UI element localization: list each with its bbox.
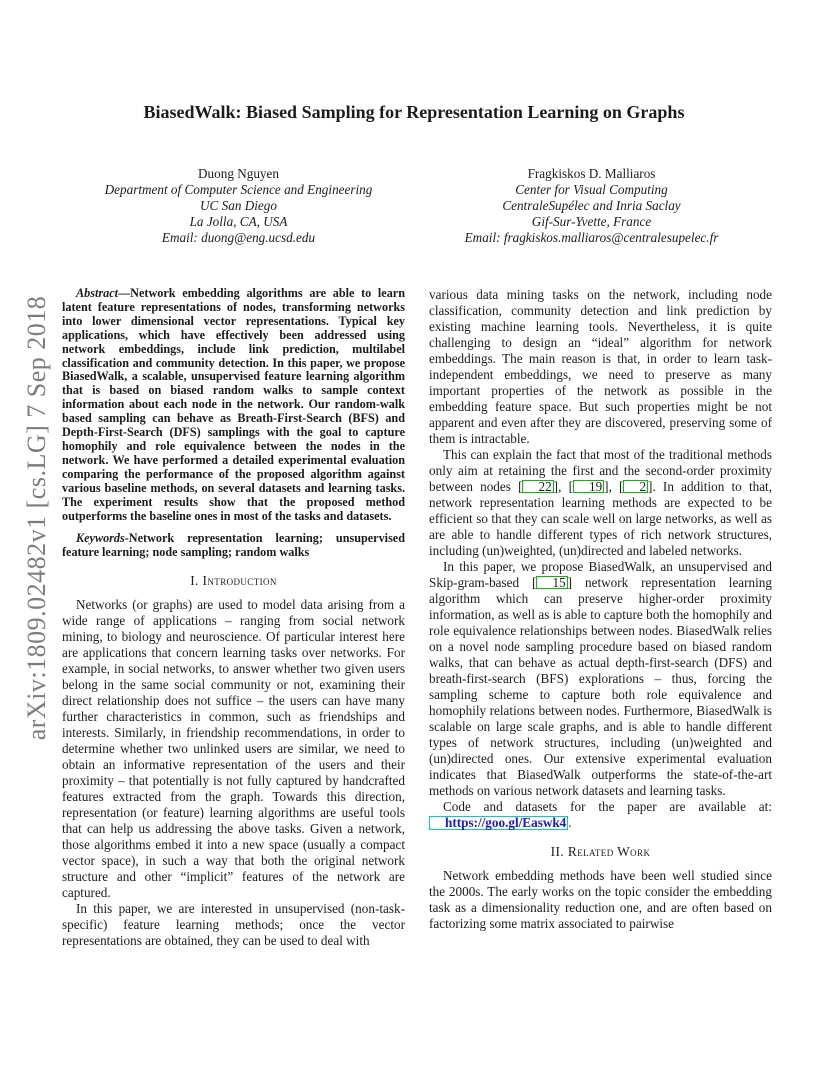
author-institution: UC San Diego	[200, 198, 277, 213]
keywords-text: -Network representation learning; unsupervised feature learning; node sampling; random walks	[62, 531, 405, 560]
author-name: Duong Nguyen	[198, 166, 279, 181]
arxiv-watermark: arXiv:1809.02482v1 [cs.LG] 7 Sep 2018	[22, 295, 51, 741]
abstract-paragraph	[62, 287, 405, 523]
author-institution: CentraleSupélec and Inria Saclay	[502, 198, 681, 213]
author-affiliation: Center for Visual Computing	[515, 182, 668, 197]
citation-number[interactable]: 15	[536, 576, 567, 589]
citation-number[interactable]: 19	[573, 480, 604, 493]
two-column-body	[62, 287, 772, 949]
abstract-label: Abstract	[76, 286, 118, 300]
author-email: Email: duong@eng.ucsd.edu	[161, 230, 316, 245]
citation-link[interactable]: [ 15 ]	[532, 575, 573, 590]
left-column	[62, 287, 405, 949]
right-column	[429, 287, 772, 949]
section-heading-introduction: I. Introduction	[190, 573, 277, 589]
citation-link[interactable]: [ 22 ]	[518, 479, 559, 494]
author-email: Email: fragkiskos.malliaros@centralesupelec.fr	[464, 230, 719, 245]
intro-paragraph-4: In this paper, we propose BiasedWalk, an unsupervised and Skip-gram-based [ 15 ] network representation learning algorithm which can preserve higher-order proximity information, as well as is able to capture both the homophily and role equivalence relationships between nodes. BiasedWalk relies on a novel node sampling procedure based on biased random walks, that can behave as actual depth-first-search (DFS) and breath-first-search (BFS) explorations – thus, forcing the sampling scheme to capture both role equivalence and homophily relations between nodes. Furthermore, BiasedWalk is scalable on large scale graphs, and is able to handle different types of network structures, including (un)weighted and (un)directed ones. Our extensive experimental evaluation indicates that BiasedWalk outperforms the state-of-the-art methods on various network datasets and learning tasks.	[429, 559, 772, 798]
intro-paragraph-1: Networks (or graphs) are used to model data arising from a wide range of applications – ranging from social network mining, to biology and neuroscience. Of particular interest here are applications that concern learning tasks over networks. For example, in social networks, to answer whether two given users belong in the same social community or not, examining their direct relationship does not suffice – the users can have many further characteristics in common, such as friendships and interests. Similarly, in friendship recommendations, in order to determine whether two unlinked users are similar, we need to obtain an informative representation of the users and their proximity – that potentially is not fully captured by handcrafted features extracted from the graph. Towards this direction, representation (or feature) learning algorithms are useful tools that can help us addressing the above tasks. Given a network, those algorithms embed it into a new space (usually a compact vector space), in such a way that both the original network structure and other “implicit” features of the network are captured.	[62, 597, 405, 901]
author-location: La Jolla, CA, USA	[189, 214, 288, 229]
citation-link[interactable]: [ 2 ]	[619, 479, 653, 494]
keywords-label: Keywords	[76, 531, 125, 546]
citation-number[interactable]: 2	[623, 480, 648, 493]
author-affiliation: Department of Computer Science and Engineering	[104, 182, 373, 197]
citation-link[interactable]: [ 19 ]	[568, 479, 609, 494]
intro-paragraph-3: This can explain the fact that most of the traditional methods only aim at retaining the first and the second-order proximity between nodes [ 22 ], [ 19 ], [ 2 ]. In addition to that, network representation learning methods are expected to be efficient so that they can scale well on large networks, as well as are able to handle different types of rich network structures, including (un)weighted, (un)directed and labeled networks.	[429, 447, 773, 558]
citation-number[interactable]: 22	[522, 480, 553, 493]
url-link[interactable]: https://goo.gl/Easwk4	[429, 816, 568, 830]
author-section	[62, 166, 768, 246]
intro-paragraph-2-continuation: various data mining tasks on the network, including node classification, community detection and link prediction by existing machine learning tools. Nevertheless, it is quite challenging to design an “ideal” algorithm for network embeddings. The main reason is that, in order to learn task-independent embeddings, we need to preserve as many important properties of the network as possible in the embedding feature space. But such properties might be not apparent and even after they are discovered, preserving some of them is intractable.	[429, 287, 772, 446]
code-availability-paragraph: Code and datasets for the paper are available at: https://goo.gl/Easwk4 .	[429, 799, 772, 831]
page-title: BiasedWalk: Biased Sampling for Representation Learning on Graphs	[143, 102, 685, 122]
section-heading-related-work: II. Related Work	[550, 844, 651, 859]
author-name: Fragkiskos D. Malliaros	[527, 166, 656, 181]
abstract-text: Network embedding algorithms are able to learn latent feature representations of nodes, transforming networks into lower dimensional vector representations. Typical key applications, which have effectively been addressed using network embeddings, include link prediction, multilabel classification and community detection. In this paper, we propose BiasedWalk, a scalable, unsupervised feature learning algorithm that is based on biased random walks to sample context information about each node in the network. Our random-walk based sampling can behave as Breath-First-Search (BFS) and Depth-First-Search (DFS) samplings with the goal to capture homophily and role equivalence between the nodes in the network. We have performed a detailed experimental evaluation comparing the performance of the proposed algorithm against various baseline methods, on several datasets and learning tasks. The experiment results show that the proposed method outperforms the baseline ones in most of the tasks and datasets.	[62, 286, 405, 523]
related-work-paragraph-1: Network embedding methods have been well studied since the 2000s. The early works on the topic consider the embedding task as a dimensionality reduction one, and are often based on factorizing some matrix associated to pairwise	[429, 868, 772, 931]
author-block-2	[415, 166, 768, 246]
author-location: Gif-Sur-Yvette, France	[531, 214, 652, 229]
intro-paragraph-2: In this paper, we are interested in unsupervised (non-task-specific) feature learning methods; once the vector representations are obtained, they can be used to deal with	[62, 901, 405, 949]
abstract-dash: —	[117, 286, 131, 300]
author-block-1	[62, 166, 415, 246]
keywords-paragraph	[62, 532, 405, 560]
